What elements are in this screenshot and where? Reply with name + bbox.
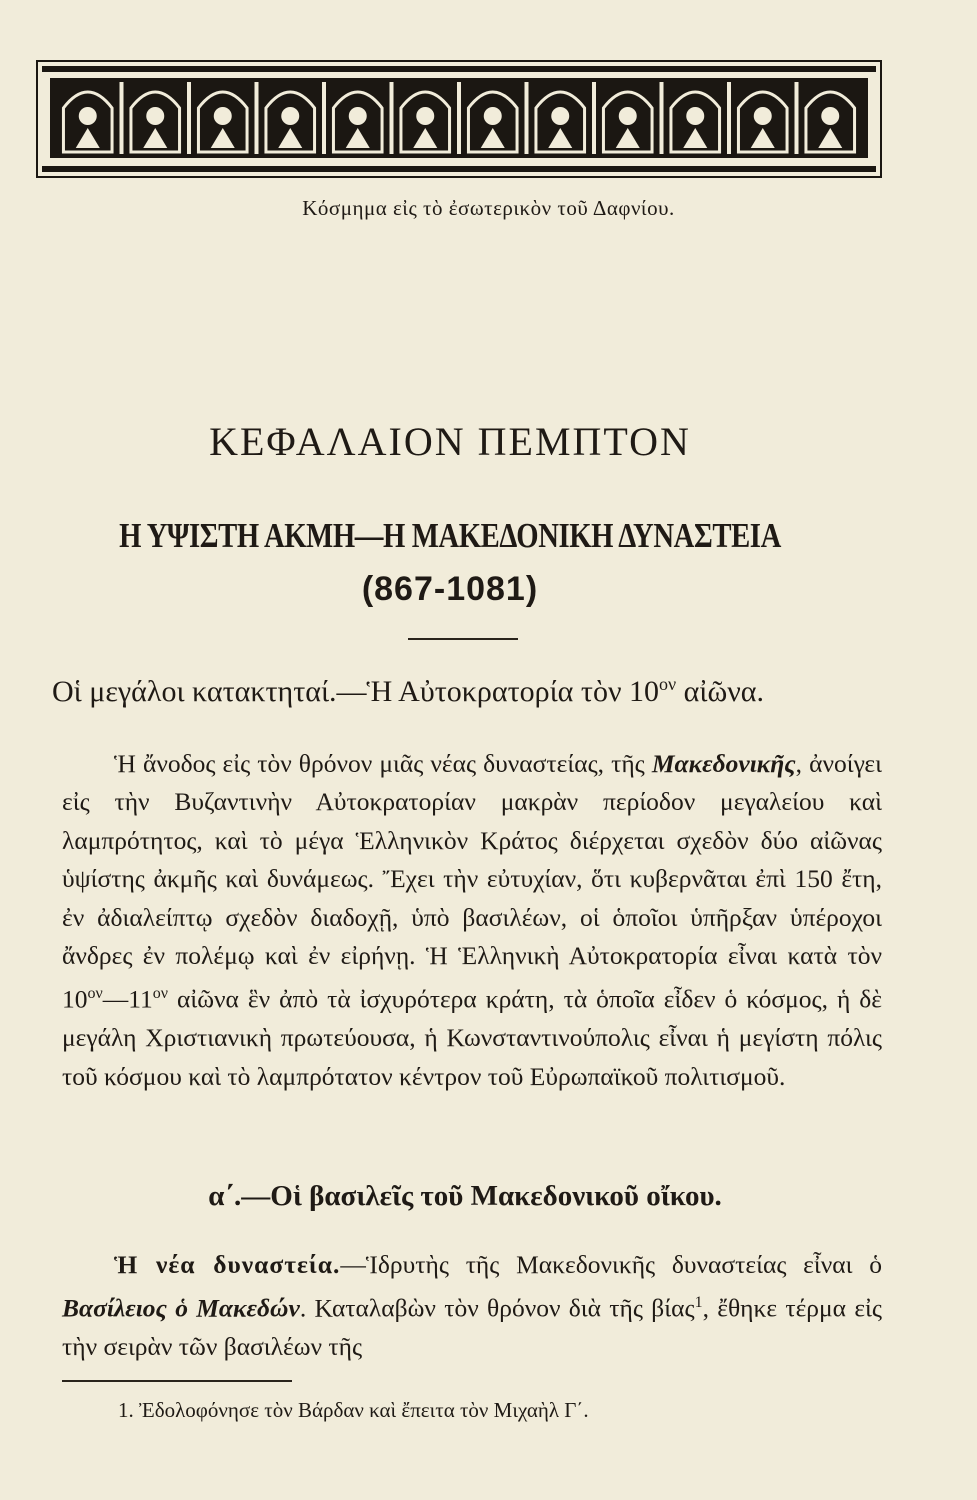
chapter-title: ΚΕΦΑΛΑΙΟΝ ΠΕΜΠΤΟΝ bbox=[209, 419, 691, 464]
para2-lead-term: Ἡ νέα δυναστεία. bbox=[114, 1250, 341, 1279]
section-heading-superscript: ον bbox=[659, 674, 677, 694]
section-heading bbox=[52, 674, 892, 709]
paragraph-intro bbox=[62, 745, 882, 1096]
section-heading-text: Οἱ μεγάλοι κατακτηταί.—Ἡ Αὐτοκρατορία τὸν 10 bbox=[52, 675, 660, 708]
dynasty-name: Μακεδονικῆς bbox=[651, 749, 796, 778]
subsection-heading: α΄.—Οἱ βασιλεῖς τοῦ Μακεδονικοῦ οἴκου. bbox=[208, 1180, 722, 1212]
footnote-divider bbox=[62, 1380, 292, 1382]
ornament-caption: Κόσμημα εἰς τὸ ἐσωτερικὸν τοῦ Δαφνίου. bbox=[302, 196, 675, 220]
frieze-ornament-image bbox=[36, 60, 882, 178]
para2-text-3: , ἔθηκε τέρμα εἰς τὴν σειρὰν τῶν βασιλέων τῆς bbox=[62, 1293, 882, 1362]
para1-sup-1: ον bbox=[87, 985, 103, 1003]
para1-text-3: —11 bbox=[102, 984, 153, 1014]
ornamental-frieze bbox=[36, 60, 882, 178]
chapter-years: (867-1081) bbox=[361, 570, 539, 608]
para1-text-2: , ἀνοίγει εἰς τὴν Βυζαντινὴν Αὐτοκρατορίαν μακρὰν περίοδον μεγαλείου καὶ λαμπρότητος, καὶ τὸ μέγα Ἑλληνικὸν Κράτος διέρχεται σχεδὸν δύο αἰῶνας ὑψίστης ἀκμῆς καὶ δυνάμεως. Ἔχει τὴν εὐτυχίαν, ὅτι κυβερνᾶται ἐπὶ 150 ἔτη, ἐν ἀδιαλείπτῳ σχεδὸν διαδοχῇ, ὑπὸ βασιλέων, οἱ ὁποῖοι ὑπῆρξαν ὑπέροχοι ἄνδρες ἐν πολέμῳ καὶ ἐν εἰρήνῃ. Ἡ Ἑλληνικὴ Αὐτοκρατορία εἶναι κατὰ τὸν 10 bbox=[62, 749, 882, 1014]
para2-text-2: . Καταλαβὼν τὸν θρόνον διὰ τῆς βίας bbox=[299, 1293, 695, 1323]
footnote: 1. Ἐδολοφόνησε τὸν Βάρδαν καὶ ἔπειτα τὸν Μιχαὴλ Γ΄. bbox=[118, 1398, 589, 1422]
founder-name: Βασίλειος ὁ Μακεδών bbox=[62, 1293, 300, 1323]
title-divider bbox=[408, 638, 518, 640]
chapter-subtitle: Η ΥΨΙΣΤΗ ΑΚΜΗ—Η ΜΑΚΕΔΟΝΙΚΗ ΔΥΝΑΣΤΕΙΑ bbox=[119, 516, 781, 555]
footnote-marker[interactable]: 1 bbox=[694, 1294, 703, 1312]
para1-sup-2: ον bbox=[152, 985, 169, 1003]
para1-text-1: Ἡ ἄνοδος εἰς τὸν θρόνον μιᾶς νέας δυναστείας, τῆς bbox=[114, 749, 652, 778]
paragraph-new-dynasty bbox=[62, 1246, 882, 1367]
para1-text-4: αἰῶνα ἓν ἀπὸ τὰ ἰσχυρότερα κράτη, τὰ ὁποῖα εἶδεν ὁ κόσμος, ἡ δὲ μεγάλη Χριστιανικὴ πρωτεύουσα, ἡ Κωνσταντινούπολις εἶναι ἡ μεγίστη πόλις τοῦ κόσμου καὶ τὸ λαμπρότατον κέντρον τοῦ Εὐρωπαϊκοῦ πολιτισμοῦ. bbox=[62, 984, 882, 1091]
para2-text-1: —Ἱδρυτὴς τῆς Μακεδονικῆς δυναστείας εἶναι ὁ bbox=[340, 1250, 883, 1279]
section-heading-suffix: αἰῶνα. bbox=[676, 675, 764, 708]
